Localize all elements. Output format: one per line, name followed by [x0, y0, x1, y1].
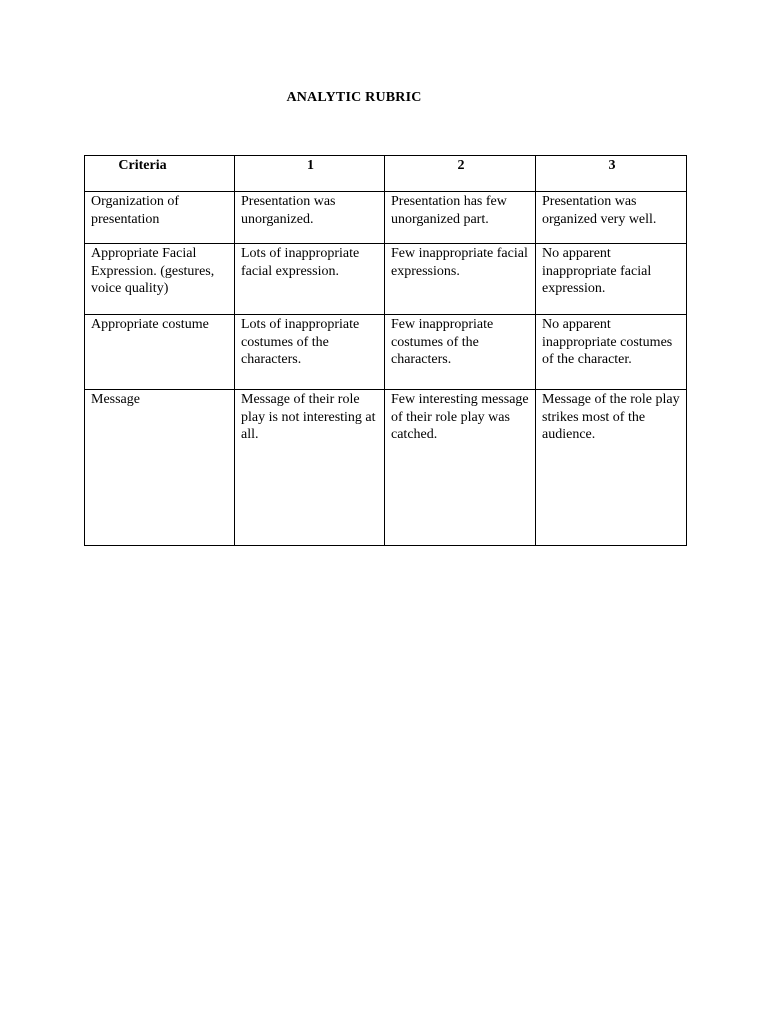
score-3-cell: Presentation was organized very well. — [536, 192, 687, 244]
score-2-cell: Few inappropriate facial expressions. — [385, 244, 536, 315]
column-header-score-1: 1 — [235, 156, 385, 192]
table-row — [85, 315, 687, 390]
criteria-cell: Message — [85, 390, 235, 546]
score-3-cell: No apparent inappropriate costumes of the character. — [536, 315, 687, 390]
score-1-cell: Lots of inappropriate facial expression. — [235, 244, 385, 315]
score-1-cell: Message of their role play is not interesting at all. — [235, 390, 385, 546]
column-header-criteria: Criteria — [85, 156, 235, 192]
score-1-cell: Lots of inappropriate costumes of the characters. — [235, 315, 385, 390]
table-header-row — [85, 156, 687, 192]
table-row — [85, 390, 687, 546]
column-header-score-2: 2 — [385, 156, 536, 192]
score-2-cell: Presentation has few unorganized part. — [385, 192, 536, 244]
score-3-cell: Message of the role play strikes most of the audience. — [536, 390, 687, 546]
table-row — [85, 244, 687, 315]
table-row — [85, 192, 687, 244]
criteria-cell: Appropriate Facial Expression. (gestures, voice quality) — [85, 244, 235, 315]
score-3-cell: No apparent inappropriate facial expression. — [536, 244, 687, 315]
page-title: ANALYTIC RUBRIC — [286, 90, 422, 105]
rubric-table — [84, 155, 687, 546]
score-2-cell: Few inappropriate costumes of the characters. — [385, 315, 536, 390]
criteria-cell: Appropriate costume — [85, 315, 235, 390]
score-1-cell: Presentation was unorganized. — [235, 192, 385, 244]
column-header-score-3: 3 — [536, 156, 687, 192]
score-2-cell: Few interesting message of their role play was catched. — [385, 390, 536, 546]
criteria-cell: Organization of presentation — [85, 192, 235, 244]
